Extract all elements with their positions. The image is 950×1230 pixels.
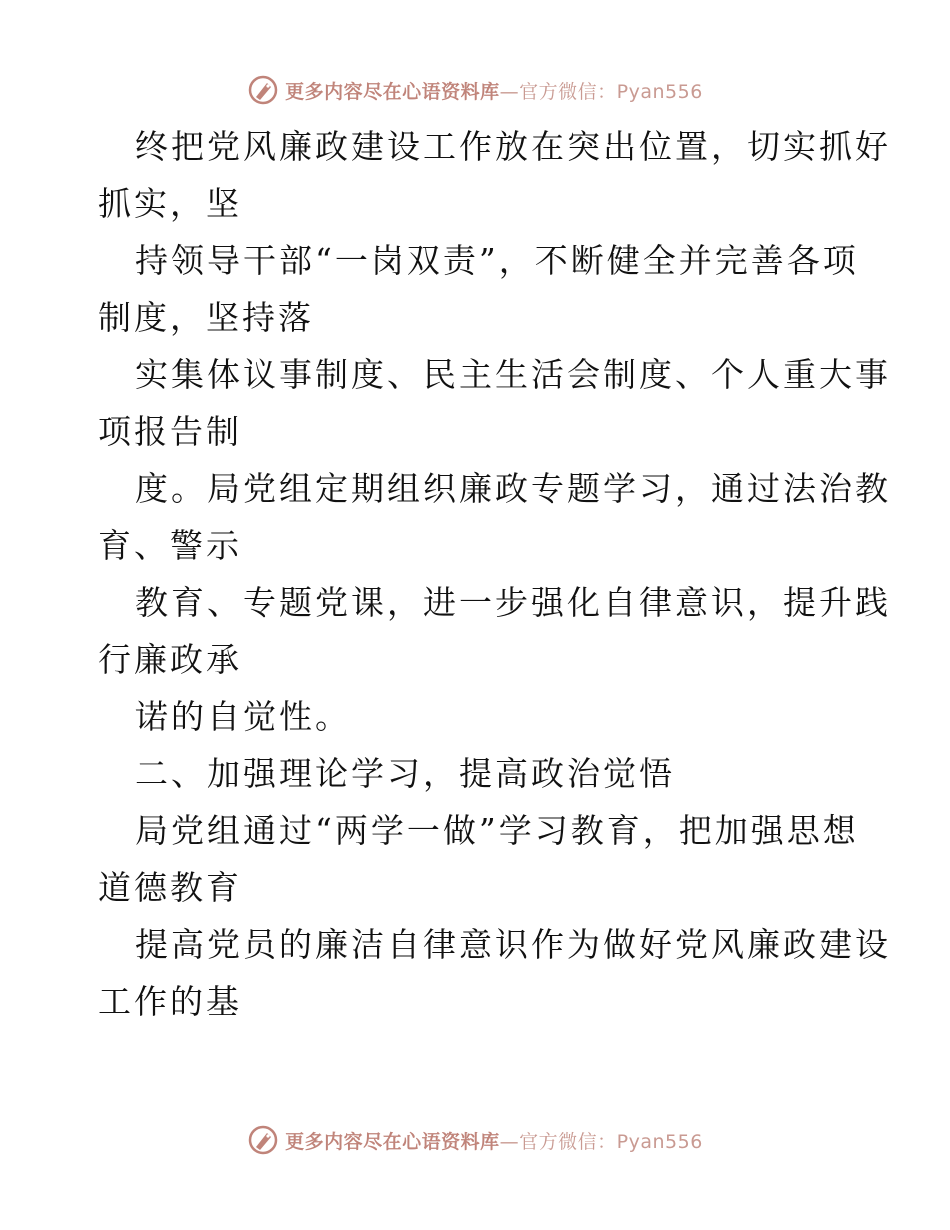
pen-nib-circle-icon (247, 1124, 279, 1156)
text-line: 局党组通过“两学一做”学习教育，把加强思想 (135, 811, 859, 850)
text-line: 教育、专题党课，进一步强化自律意识，提升践 (135, 583, 891, 622)
text-line: 实集体议事制度、民主生活会制度、个人重大事 (135, 355, 891, 394)
text-line: 二、加强理论学习，提高政治觉悟 (135, 754, 675, 793)
text-line: 持领导干部“一岗双责”，不断健全并完善各项 (135, 241, 859, 280)
text-line: 抓实，坚 (98, 184, 242, 223)
document-body (98, 118, 891, 1030)
text-line: 项报告制 (98, 412, 242, 451)
text-line: 制度，坚持落 (98, 298, 314, 337)
text-line: 提高党员的廉洁自律意识作为做好党风廉政建设 (135, 925, 891, 964)
text-line: 工作的基 (98, 982, 242, 1021)
text-line: 行廉政承 (98, 640, 242, 679)
text-line: 育、警示 (98, 526, 242, 565)
header-watermark (0, 70, 950, 110)
watermark-sub-text: —官方微信：Pyan556 (499, 80, 703, 103)
text-line: 度。局党组定期组织廉政专题学习，通过法治教 (135, 469, 891, 508)
pen-nib-circle-icon (247, 74, 279, 106)
watermark-sub-text: —官方微信：Pyan556 (499, 1130, 703, 1153)
watermark-main-text: 更多内容尽在心语资料库 (285, 1130, 500, 1153)
footer-watermark (0, 1120, 950, 1160)
text-line: 终把党风廉政建设工作放在突出位置，切实抓好 (135, 127, 891, 166)
text-line: 道德教育 (98, 868, 242, 907)
watermark-main-text: 更多内容尽在心语资料库 (285, 80, 500, 103)
text-line: 诺的自觉性。 (135, 697, 351, 736)
